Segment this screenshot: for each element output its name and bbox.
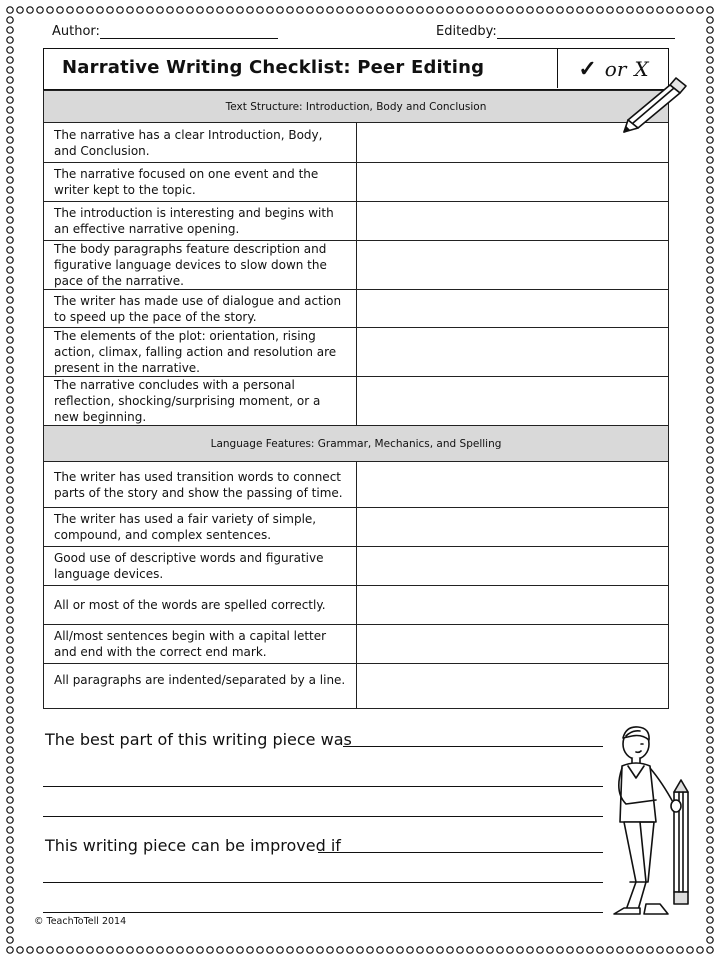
checklist-row <box>44 241 669 290</box>
improved-answer-line-3[interactable] <box>43 912 603 913</box>
author-label: Author: <box>52 24 100 39</box>
checklist-item-text: The introduction is interesting and begins with an effective narrative opening. <box>44 202 357 241</box>
checklist-item-text: All paragraphs are indented/separated by a line. <box>44 664 357 709</box>
checklist-mark-cell[interactable] <box>356 547 669 586</box>
checklist-mark-cell[interactable] <box>356 462 669 508</box>
section-header-row <box>44 91 669 123</box>
checklist-row <box>44 123 669 163</box>
best-part-answer-line-1[interactable] <box>343 746 603 747</box>
or-label: or <box>604 56 627 81</box>
checklist-row <box>44 508 669 547</box>
improved-prompt: This writing piece can be improved if <box>45 836 341 855</box>
checklist-row <box>44 586 669 625</box>
copyright-notice: © TeachToTell 2014 <box>34 916 127 927</box>
checklist-row <box>44 377 669 426</box>
checklist-item-text: The writer has made use of dialogue and action to speed up the pace of the story. <box>44 290 357 328</box>
checklist-item-text: The writer has used a fair variety of simple, compound, and complex sentences. <box>44 508 357 547</box>
checklist-table <box>43 90 669 709</box>
section-header-row <box>44 426 669 462</box>
edited-by-line <box>497 26 675 39</box>
edited-by-label: Editedby: <box>436 24 497 39</box>
checklist-item-text: The narrative focused on one event and the writer kept to the topic. <box>44 163 357 202</box>
checklist-mark-cell[interactable] <box>356 290 669 328</box>
checklist-row <box>44 290 669 328</box>
checklist-mark-cell[interactable] <box>356 241 669 290</box>
checklist-item-text: The writer has used transition words to connect parts of the story and show the passing of time. <box>44 462 357 508</box>
author-line <box>100 26 278 39</box>
checklist-mark-cell[interactable] <box>356 625 669 664</box>
best-part-answer-line-3[interactable] <box>43 816 603 817</box>
checklist-item-text: The body paragraphs feature description and figurative language devices to slow down the pace of the narrative. <box>44 241 357 290</box>
check-mark-icon: ✓ <box>578 55 597 82</box>
improved-answer-line-1[interactable] <box>318 852 603 853</box>
checklist-mark-cell[interactable] <box>356 508 669 547</box>
checklist-mark-cell[interactable] <box>356 586 669 625</box>
checklist-row <box>44 664 669 709</box>
checklist-row <box>44 547 669 586</box>
checklist-item-text: The elements of the plot: orientation, rising action, climax, falling action and resolution are present in the narrative. <box>44 328 357 377</box>
title-box <box>43 48 669 90</box>
edited-by-field[interactable] <box>436 24 675 39</box>
checklist-item-text: The narrative concludes with a personal reflection, shocking/surprising moment, or a new beginning. <box>44 377 357 426</box>
checklist-mark-cell[interactable] <box>356 328 669 377</box>
checklist-row <box>44 462 669 508</box>
best-part-prompt: The best part of this writing piece was <box>45 730 352 749</box>
checklist-mark-cell[interactable] <box>356 163 669 202</box>
pencil-icon <box>618 72 690 136</box>
checklist-mark-cell[interactable] <box>356 377 669 426</box>
kid-with-pencil-illustration <box>596 722 696 922</box>
improved-answer-line-2[interactable] <box>43 882 603 883</box>
section-heading: Language Features: Grammar, Mechanics, and Spelling <box>44 426 669 462</box>
checklist-item-text: All/most sentences begin with a capital letter and end with the correct end mark. <box>44 625 357 664</box>
checklist-mark-cell[interactable] <box>356 664 669 709</box>
author-field[interactable] <box>52 24 278 39</box>
checklist-mark-cell[interactable] <box>356 202 669 241</box>
checklist-row <box>44 328 669 377</box>
checklist-item-text: All or most of the words are spelled correctly. <box>44 586 357 625</box>
checklist-item-text: The narrative has a clear Introduction, Body, and Conclusion. <box>44 123 357 163</box>
section-heading: Text Structure: Introduction, Body and Conclusion <box>44 91 669 123</box>
x-mark-label: X <box>634 56 649 81</box>
checklist-row <box>44 625 669 664</box>
checklist-row <box>44 202 669 241</box>
checklist-row <box>44 163 669 202</box>
checklist-item-text: Good use of descriptive words and figurative language devices. <box>44 547 357 586</box>
best-part-answer-line-2[interactable] <box>43 786 603 787</box>
checklist-title: Narrative Writing Checklist: Peer Editing <box>62 57 485 78</box>
